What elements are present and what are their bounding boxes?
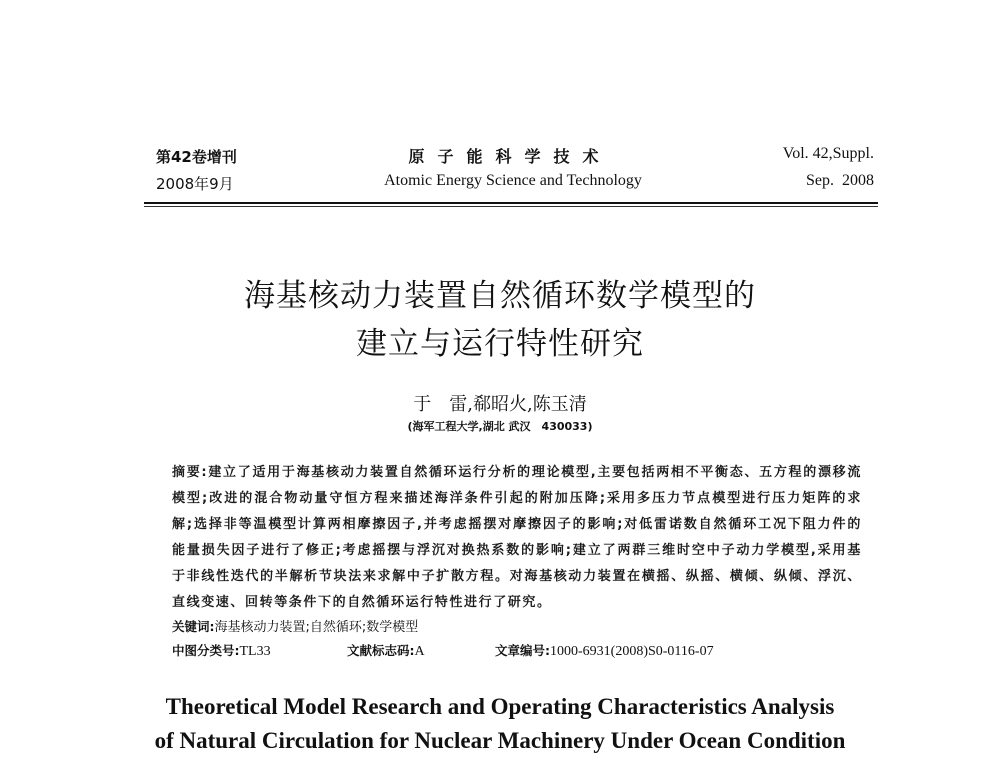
paper-title-en-line2: of Natural Circulation for Nuclear Machinery Under Ocean Condition	[154, 728, 846, 753]
header-rule-thin	[144, 206, 878, 207]
paper-title-cn-line1: 海基核动力装置自然循环数学模型的	[244, 278, 756, 314]
article-no-label: 文章编号:	[495, 643, 550, 658]
doc-code-label: 文献标志码:	[347, 643, 415, 658]
abstract-text: 建立了适用于海基核动力装置自然循环运行分析的理论模型,主要包括两相不平衡态、五方程的漂移流模型;改进的混合物动量守恒方程来描述海洋条件引起的附加压降;采用多压力节点模型进行压力矩阵的求解;选择非等温模型计算两相摩擦因子,并考虑摇摆对摩擦因子的影响;对低雷诺数自然循环工况下阻力件的能量损失因子进行了修正;考虑摇摆与浮沉对换热系数的影响;建立了两群三维时空中子动力学模型,采用基于非线性迭代的半解析节块法来求解中子扩散方程。对海基核动力装置在横摇、纵摇、横倾、纵倾、浮沉、直线变速、回转等条件下的自然循环运行特性进行了研究。	[172, 465, 862, 610]
volume-label-en: Vol. 42,Suppl.	[782, 145, 874, 162]
header-rule-thick	[144, 202, 878, 204]
journal-title-en: Atomic Energy Science and Technology	[384, 172, 642, 189]
doc-code-group	[347, 641, 425, 660]
paper-title-en-line1: Theoretical Model Research and Operating Characteristics Analysis	[165, 694, 835, 719]
paper-title-cn-line2: 建立与运行特性研究	[356, 326, 644, 362]
authors: 于 雷,郗昭火,陈玉清	[413, 394, 587, 415]
date-label-cn: 2008年9月	[156, 175, 234, 193]
article-no-group	[495, 641, 714, 660]
volume-label-cn: 第42卷增刊	[156, 148, 237, 166]
clc-label: 中图分类号:	[172, 643, 240, 658]
abstract-label: 摘要:	[172, 465, 209, 480]
doc-code-value: A	[414, 644, 425, 659]
clc-value: TL33	[239, 644, 271, 659]
article-no-value: 1000-6931(2008)S0-0116-07	[550, 644, 714, 659]
journal-title-cn: 原子能科学技术	[408, 147, 612, 166]
keywords-line	[172, 616, 418, 635]
keywords-value: 海基核动力装置;自然循环;数学模型	[214, 620, 419, 635]
abstract	[172, 460, 862, 616]
affiliation: (海军工程大学,湖北 武汉 430033)	[407, 420, 593, 433]
keywords-label: 关键词:	[172, 619, 215, 634]
classification-line	[172, 641, 872, 660]
date-label-en: Sep. 2008	[806, 172, 874, 189]
